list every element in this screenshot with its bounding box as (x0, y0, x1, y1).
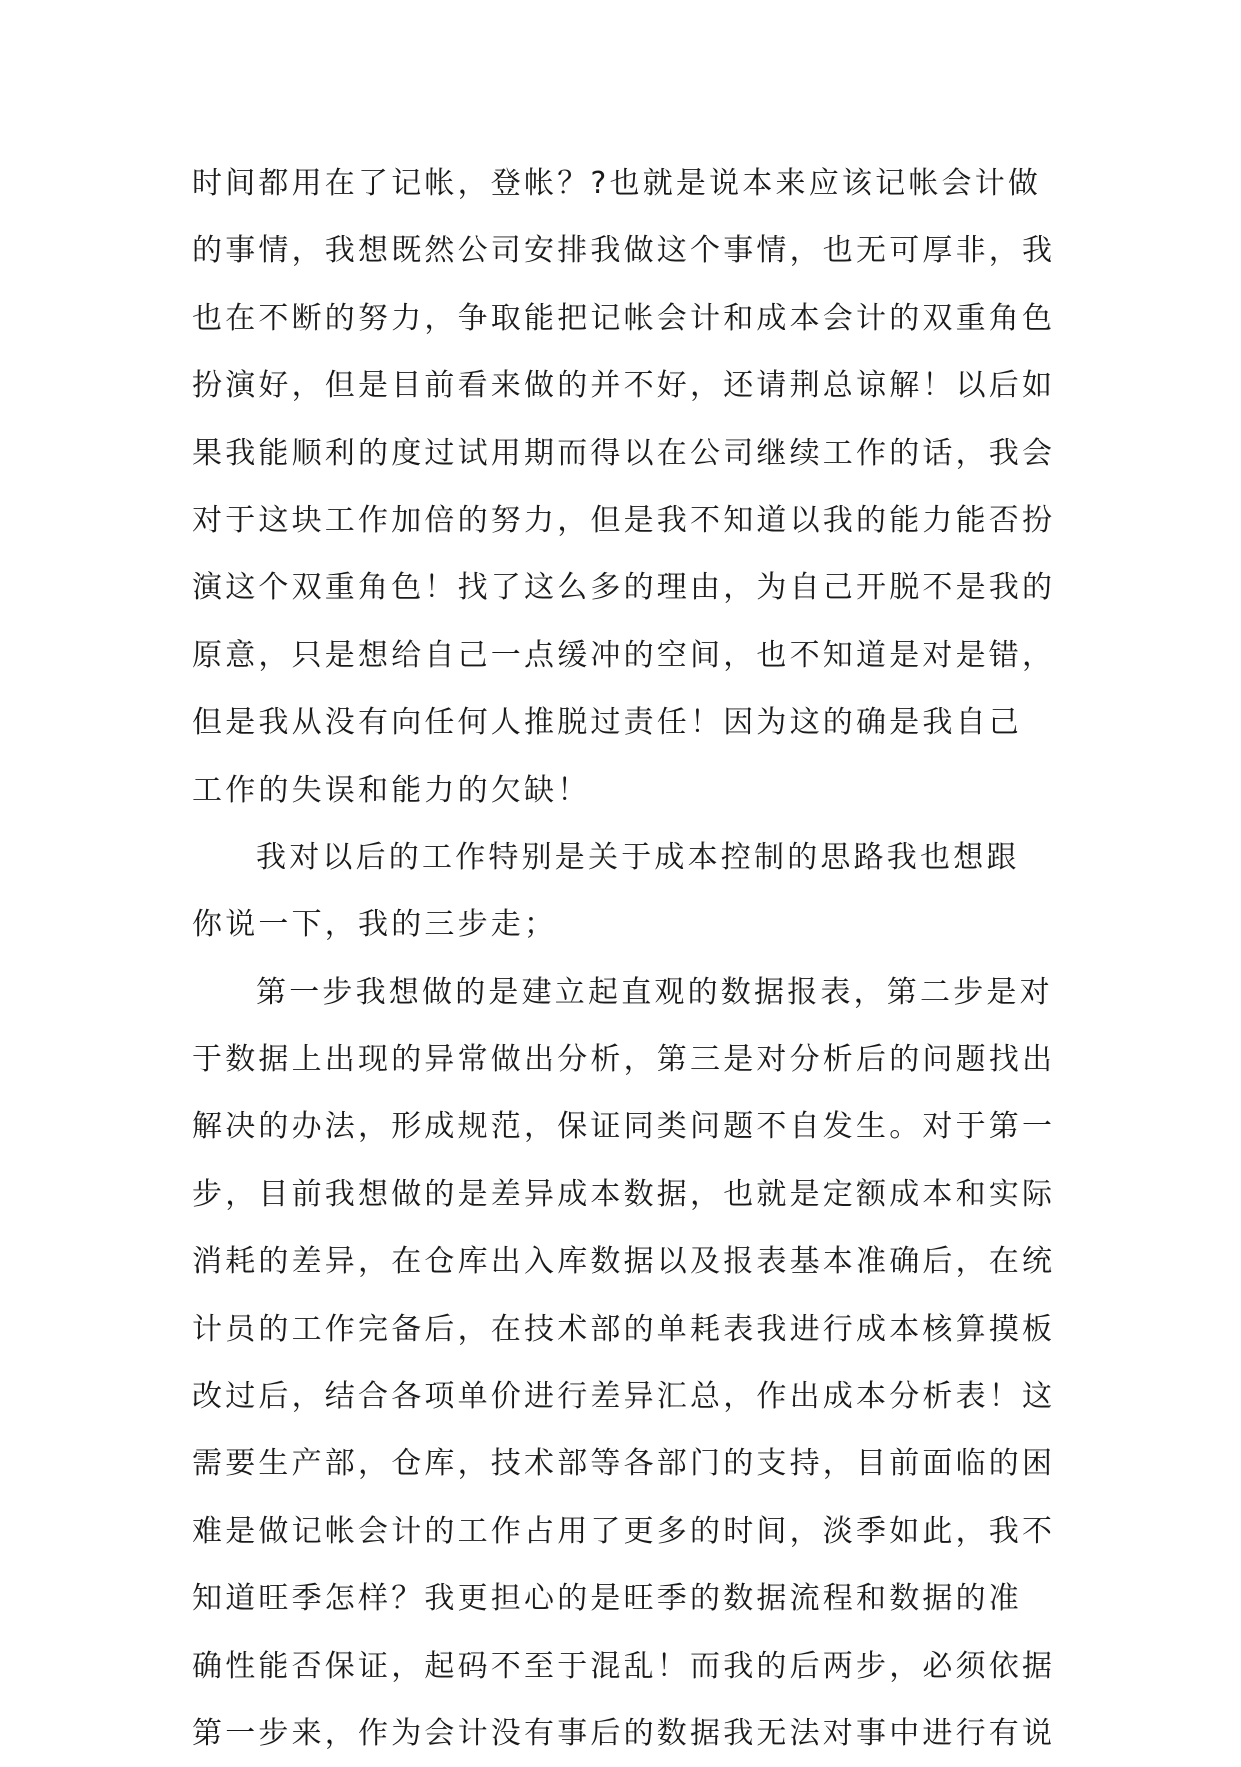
text-line: 工作的失误和能力的欠缺！ (192, 772, 591, 808)
text-line: 演这个双重角色！找了这么多的理由，为自己开脱不是我的 (192, 570, 1056, 606)
body-text (192, 150, 1056, 1767)
text-line: 步，目前我想做的是差异成本数据，也就是定额成本和实际 (192, 1176, 1056, 1212)
text-line: 对于这块工作加倍的努力，但是我不知道以我的能力能否扮 (192, 502, 1056, 538)
text-line: 的事情，我想既然公司安排我做这个事情，也无可厚非，我 (192, 233, 1056, 269)
text-line: 知道旺季怎样？我更担心的是旺季的数据流程和数据的准 (192, 1581, 1022, 1617)
text-line: 第一步来，作为会计没有事后的数据我无法对事中进行有说 (192, 1715, 1056, 1751)
text-line: 时间都用在了记帐，登帐？?也就是说本来应该记帐会计做 (192, 166, 1042, 201)
text-line: 你说一下，我的三步走； (192, 907, 558, 943)
text-line: 消耗的差异，在仓库出入库数据以及报表基本准确后，在统 (192, 1244, 1056, 1280)
paragraph-first-line: 我对以后的工作特别是关于成本控制的思路我也想跟 (256, 839, 1020, 875)
text-line: 改过后，结合各项单价进行差异汇总，作出成本分析表！这 (192, 1379, 1056, 1415)
text-line: 果我能顺利的度过试用期而得以在公司继续工作的话，我会 (192, 435, 1056, 471)
text-line: 但是我从没有向任何人推脱过责任！因为这的确是我自己 (192, 705, 1022, 741)
text-line: 也在不断的努力，争取能把记帐会计和成本会计的双重角色 (192, 300, 1056, 336)
text-line: 需要生产部，仓库，技术部等各部门的支持，目前面临的困 (192, 1446, 1056, 1482)
paragraph-first-line: 第一步我想做的是建立起直观的数据报表，第二步是对 (256, 974, 1053, 1010)
text-line: 扮演好，但是目前看来做的并不好，还请荆总谅解！以后如 (192, 368, 1056, 404)
text-line: 解决的办法，形成规范，保证同类问题不自发生。对于第一 (192, 1109, 1056, 1145)
text-line: 计员的工作完备后，在技术部的单耗表我进行成本核算摸板 (192, 1311, 1056, 1347)
text-line: 确性能否保证，起码不至于混乱！而我的后两步，必须依据 (192, 1648, 1056, 1684)
text-line: 难是做记帐会计的工作占用了更多的时间，淡季如此，我不 (192, 1513, 1056, 1549)
text-line: 原意，只是想给自己一点缓冲的空间，也不知道是对是错， (192, 637, 1056, 673)
text-line: 于数据上出现的异常做出分析，第三是对分析后的问题找出 (192, 1042, 1056, 1078)
